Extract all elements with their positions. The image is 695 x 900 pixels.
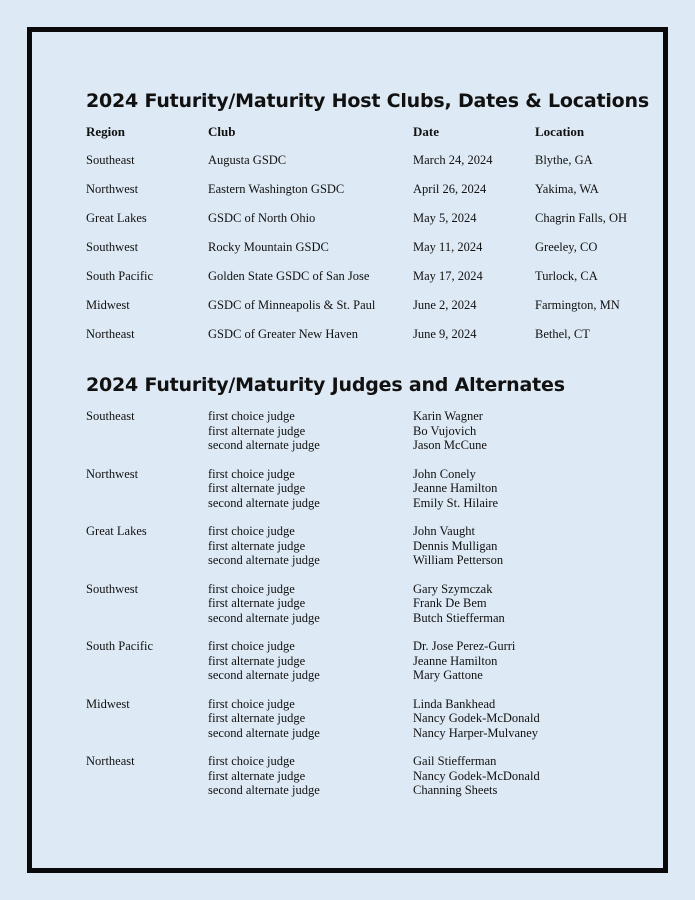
judge-line [86, 697, 676, 712]
judge-name: Linda Bankhead [413, 696, 496, 711]
cell-date: May 11, 2024 [413, 240, 483, 254]
table-row [86, 211, 676, 240]
judge-role: second alternate judge [208, 668, 320, 682]
judge-name: Dr. Jose Perez-Gurri [413, 639, 516, 653]
judge-name: Channing Sheets [413, 783, 498, 797]
cell-date: May 5, 2024 [413, 211, 477, 225]
table-row [86, 240, 676, 269]
cell-club: GSDC of Minneapolis & St. Paul [208, 298, 376, 312]
judge-name: Nancy Harper-Mulvaney [413, 725, 539, 740]
judge-group [86, 582, 676, 640]
table-row [86, 182, 676, 211]
cell-region: Northwest [86, 182, 139, 196]
judge-name: Bo Vujovich [413, 423, 477, 438]
judge-name: Frank De Bem [413, 596, 487, 610]
judge-name: Gail Stiefferman [413, 754, 497, 768]
cell-club: GSDC of Greater New Haven [208, 327, 358, 341]
judge-line [86, 539, 676, 554]
judge-name: Karin Wagner [413, 409, 483, 423]
judge-role: first choice judge [208, 639, 295, 653]
cell-region: Northeast [86, 327, 135, 341]
judge-line [86, 668, 676, 683]
judge-role: first choice judge [208, 754, 295, 768]
judge-line [86, 596, 676, 611]
cell-club: Golden State GSDC of San Jose [208, 269, 370, 283]
judge-group-region: Northwest [86, 466, 139, 481]
judge-group-region: Midwest [86, 696, 130, 711]
judge-group-region: South Pacific [86, 639, 154, 653]
judge-group [86, 697, 676, 755]
judge-role: second alternate judge [208, 783, 320, 797]
cell-region: Midwest [86, 298, 130, 312]
judge-line [86, 783, 676, 798]
judges-title: 2024 Futurity/Maturity Judges and Alternates [86, 374, 565, 396]
cell-region: Great Lakes [86, 211, 147, 225]
table-row [86, 153, 676, 182]
judge-role: first choice judge [208, 524, 295, 538]
judge-line [86, 496, 676, 511]
judge-name: William Petterson [413, 553, 504, 567]
host-clubs-table [86, 124, 676, 356]
judge-group [86, 524, 676, 582]
cell-date: May 17, 2024 [413, 269, 483, 283]
cell-region: Southwest [86, 240, 139, 254]
judge-group-region: Southwest [86, 581, 139, 596]
judge-name: Jason McCune [413, 438, 487, 452]
judge-name: Dennis Mulligan [413, 538, 498, 553]
judge-name: Nancy Godek-McDonald [413, 768, 540, 783]
judge-role: first choice judge [208, 696, 295, 711]
judge-role: first alternate judge [208, 423, 306, 438]
cell-date: April 26, 2024 [413, 182, 487, 196]
table-row [86, 298, 676, 327]
judge-name: Jeanne Hamilton [413, 653, 498, 668]
judge-line [86, 582, 676, 597]
judge-role: second alternate judge [208, 553, 320, 567]
judge-line [86, 438, 676, 453]
cell-region: Southeast [86, 153, 135, 167]
judge-group [86, 639, 676, 697]
judge-role: first alternate judge [208, 768, 306, 783]
judge-name: Butch Stiefferman [413, 610, 505, 625]
judge-group [86, 754, 676, 812]
judge-line [86, 754, 676, 769]
cell-date: June 2, 2024 [413, 298, 477, 312]
cell-club: Eastern Washington GSDC [208, 182, 345, 196]
judge-role: first alternate judge [208, 481, 306, 495]
judge-line [86, 481, 676, 496]
cell-club: Augusta GSDC [208, 153, 287, 167]
judge-name: Mary Gattone [413, 668, 483, 682]
header-date: Date [413, 124, 439, 139]
judge-role: first choice judge [208, 409, 295, 423]
judge-role: first choice judge [208, 466, 295, 481]
header-club: Club [208, 124, 236, 139]
judge-role: second alternate judge [208, 438, 320, 452]
host-clubs-header-row [86, 124, 676, 153]
header-location: Location [535, 124, 585, 139]
cell-location: Bethel, CT [535, 327, 590, 341]
judge-group-region: Northeast [86, 754, 135, 768]
judge-role: first choice judge [208, 581, 295, 596]
judge-line [86, 409, 676, 424]
cell-location: Chagrin Falls, OH [535, 211, 628, 225]
cell-location: Blythe, GA [535, 153, 593, 167]
cell-region: South Pacific [86, 269, 154, 283]
judge-group [86, 467, 676, 525]
judges-list [86, 409, 676, 812]
judge-line [86, 654, 676, 669]
judge-name: Gary Szymczak [413, 581, 493, 596]
judge-line [86, 726, 676, 741]
judge-role: first alternate judge [208, 653, 306, 668]
judge-line [86, 467, 676, 482]
judge-line [86, 611, 676, 626]
judge-name: Emily St. Hilaire [413, 495, 499, 510]
table-row [86, 269, 676, 298]
cell-location: Farmington, MN [535, 298, 620, 312]
judge-line [86, 553, 676, 568]
cell-club: Rocky Mountain GSDC [208, 240, 329, 254]
judge-role: first alternate judge [208, 596, 306, 610]
judge-role: second alternate judge [208, 610, 320, 625]
judge-name: John Vaught [413, 524, 475, 538]
judge-name: Nancy Godek-McDonald [413, 711, 540, 725]
judge-line [86, 424, 676, 439]
judge-group-region: Great Lakes [86, 524, 147, 538]
judge-line [86, 711, 676, 726]
judge-role: first alternate judge [208, 538, 306, 553]
judge-role: first alternate judge [208, 711, 306, 725]
judge-role: second alternate judge [208, 495, 320, 510]
page-frame [27, 27, 668, 873]
judge-line [86, 769, 676, 784]
header-region: Region [86, 124, 125, 139]
host-clubs-title: 2024 Futurity/Maturity Host Clubs, Dates & Locations [86, 90, 649, 112]
judge-line [86, 524, 676, 539]
judge-name: John Conely [413, 466, 476, 481]
judge-line [86, 639, 676, 654]
table-row [86, 327, 676, 356]
cell-club: GSDC of North Ohio [208, 211, 316, 225]
judge-role: second alternate judge [208, 725, 320, 740]
cell-location: Turlock, CA [535, 269, 598, 283]
cell-date: March 24, 2024 [413, 153, 493, 167]
cell-location: Greeley, CO [535, 240, 598, 254]
judge-group [86, 409, 676, 467]
cell-date: June 9, 2024 [413, 327, 477, 341]
judge-name: Jeanne Hamilton [413, 481, 498, 495]
cell-location: Yakima, WA [535, 182, 599, 196]
judge-group-region: Southeast [86, 409, 135, 423]
